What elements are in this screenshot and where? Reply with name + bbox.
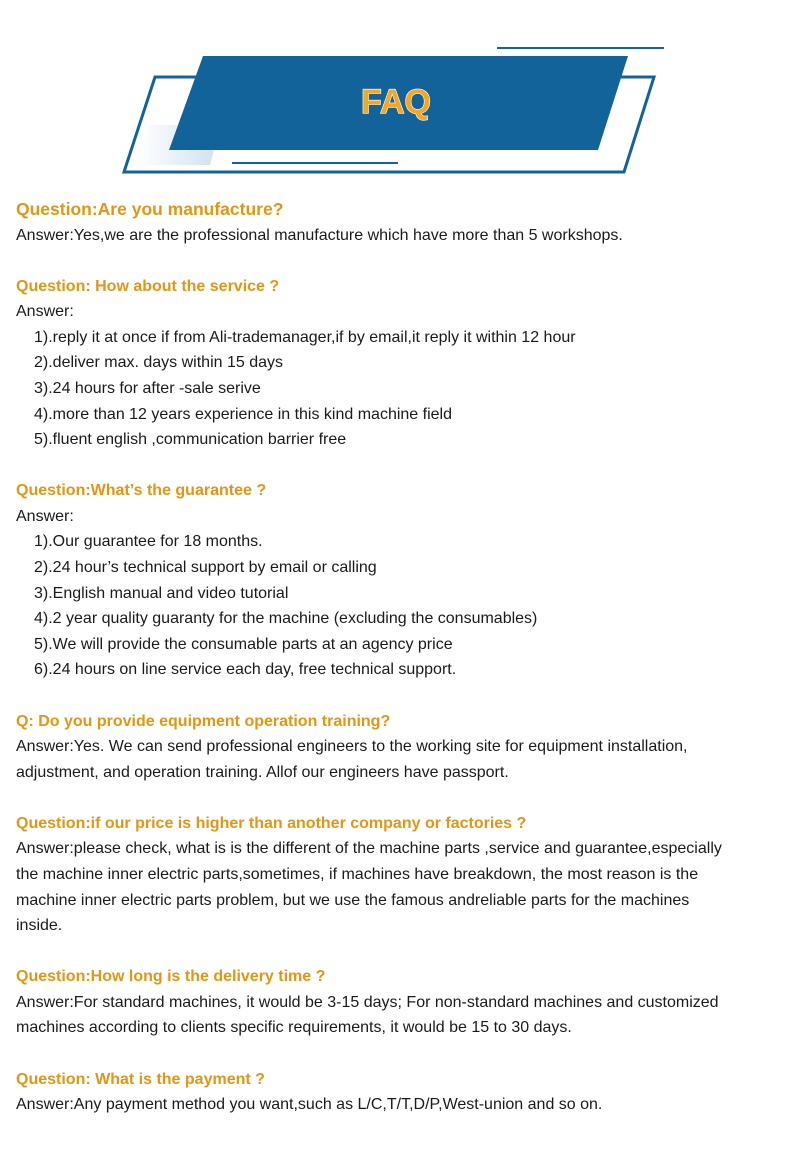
faq-answer: Answer:Yes,we are the professional manufacture which have more than 5 workshops. [16, 226, 623, 244]
faq-entry-manufacture [16, 197, 780, 248]
faq-answer: Answer:Any payment method you want,such as L/C,T/T,D/P,West-union and so on. [16, 1096, 603, 1114]
faq-answer-item: 5).fluent english ,communication barrier free [34, 431, 347, 449]
faq-question: Question: How about the service ? [16, 277, 280, 295]
faq-answer-line: machines according to clients specific requirements, it would be 15 to 30 days. [16, 1019, 572, 1037]
faq-answer-item: 3).24 hours for after -sale serive [34, 379, 261, 397]
faq-list [16, 197, 780, 1118]
faq-entry-training [16, 709, 780, 786]
faq-question: Q: Do you provide equipment operation training? [16, 712, 391, 730]
faq-entry-delivery [16, 964, 780, 1041]
faq-banner [0, 0, 790, 190]
faq-answer-item: 1).Our guarantee for 18 months. [34, 533, 263, 551]
faq-answer-line: adjustment, and operation training. Allof our engineers have passport. [16, 763, 509, 781]
faq-entry-service [16, 274, 780, 453]
faq-answer-item: 2).24 hour’s technical support by email or calling [34, 559, 377, 577]
faq-answer-item: 3).English manual and video tutorial [34, 584, 289, 602]
faq-entry-payment [16, 1067, 780, 1118]
faq-title: FAQ [361, 83, 431, 121]
faq-answer-line: machine inner electric parts problem, but we use the famous andreliable parts for the machines [16, 891, 690, 909]
faq-entry-guarantee [16, 478, 780, 683]
faq-question: Question: What is the payment ? [16, 1070, 265, 1088]
faq-answer-item: 4).2 year quality guaranty for the machine (excluding the consumables) [34, 610, 538, 628]
faq-answer-line: inside. [16, 917, 63, 935]
faq-answer-item: 4).more than 12 years experience in this kind machine field [34, 405, 452, 423]
faq-answer-line: Answer:please check, what is is the different of the machine parts ,service and guarantee,especially [16, 840, 722, 858]
faq-question: Question:if our price is higher than another company or factories ? [16, 814, 527, 832]
faq-answer-item: 6).24 hours on line service each day, free technical support. [34, 661, 457, 679]
faq-question: Question:What’s the guarantee ? [16, 482, 267, 500]
faq-answer-item: 1).reply it at once if from Ali-trademanager,if by email,it reply it within 12 hour [34, 328, 576, 346]
faq-answer-line: Answer:For standard machines, it would be 3-15 days; For non-standard machines and customized [16, 993, 719, 1011]
faq-question: Question:How long is the delivery time ? [16, 968, 326, 986]
faq-answer-line: Answer:Yes. We can send professional engineers to the working site for equipment installation, [16, 738, 688, 756]
faq-answer-line: the machine inner electric parts,sometimes, if machines have breakdown, the most reason is the [16, 865, 699, 883]
faq-answer-item: 2).deliver max. days within 15 days [34, 354, 283, 372]
faq-question: Question:Are you manufacture? [16, 199, 284, 219]
faq-answer: Answer: [16, 507, 74, 525]
faq-answer-item: 5).We will provide the consumable parts at an agency price [34, 635, 453, 653]
faq-entry-price [16, 811, 780, 939]
faq-answer: Answer: [16, 303, 74, 321]
